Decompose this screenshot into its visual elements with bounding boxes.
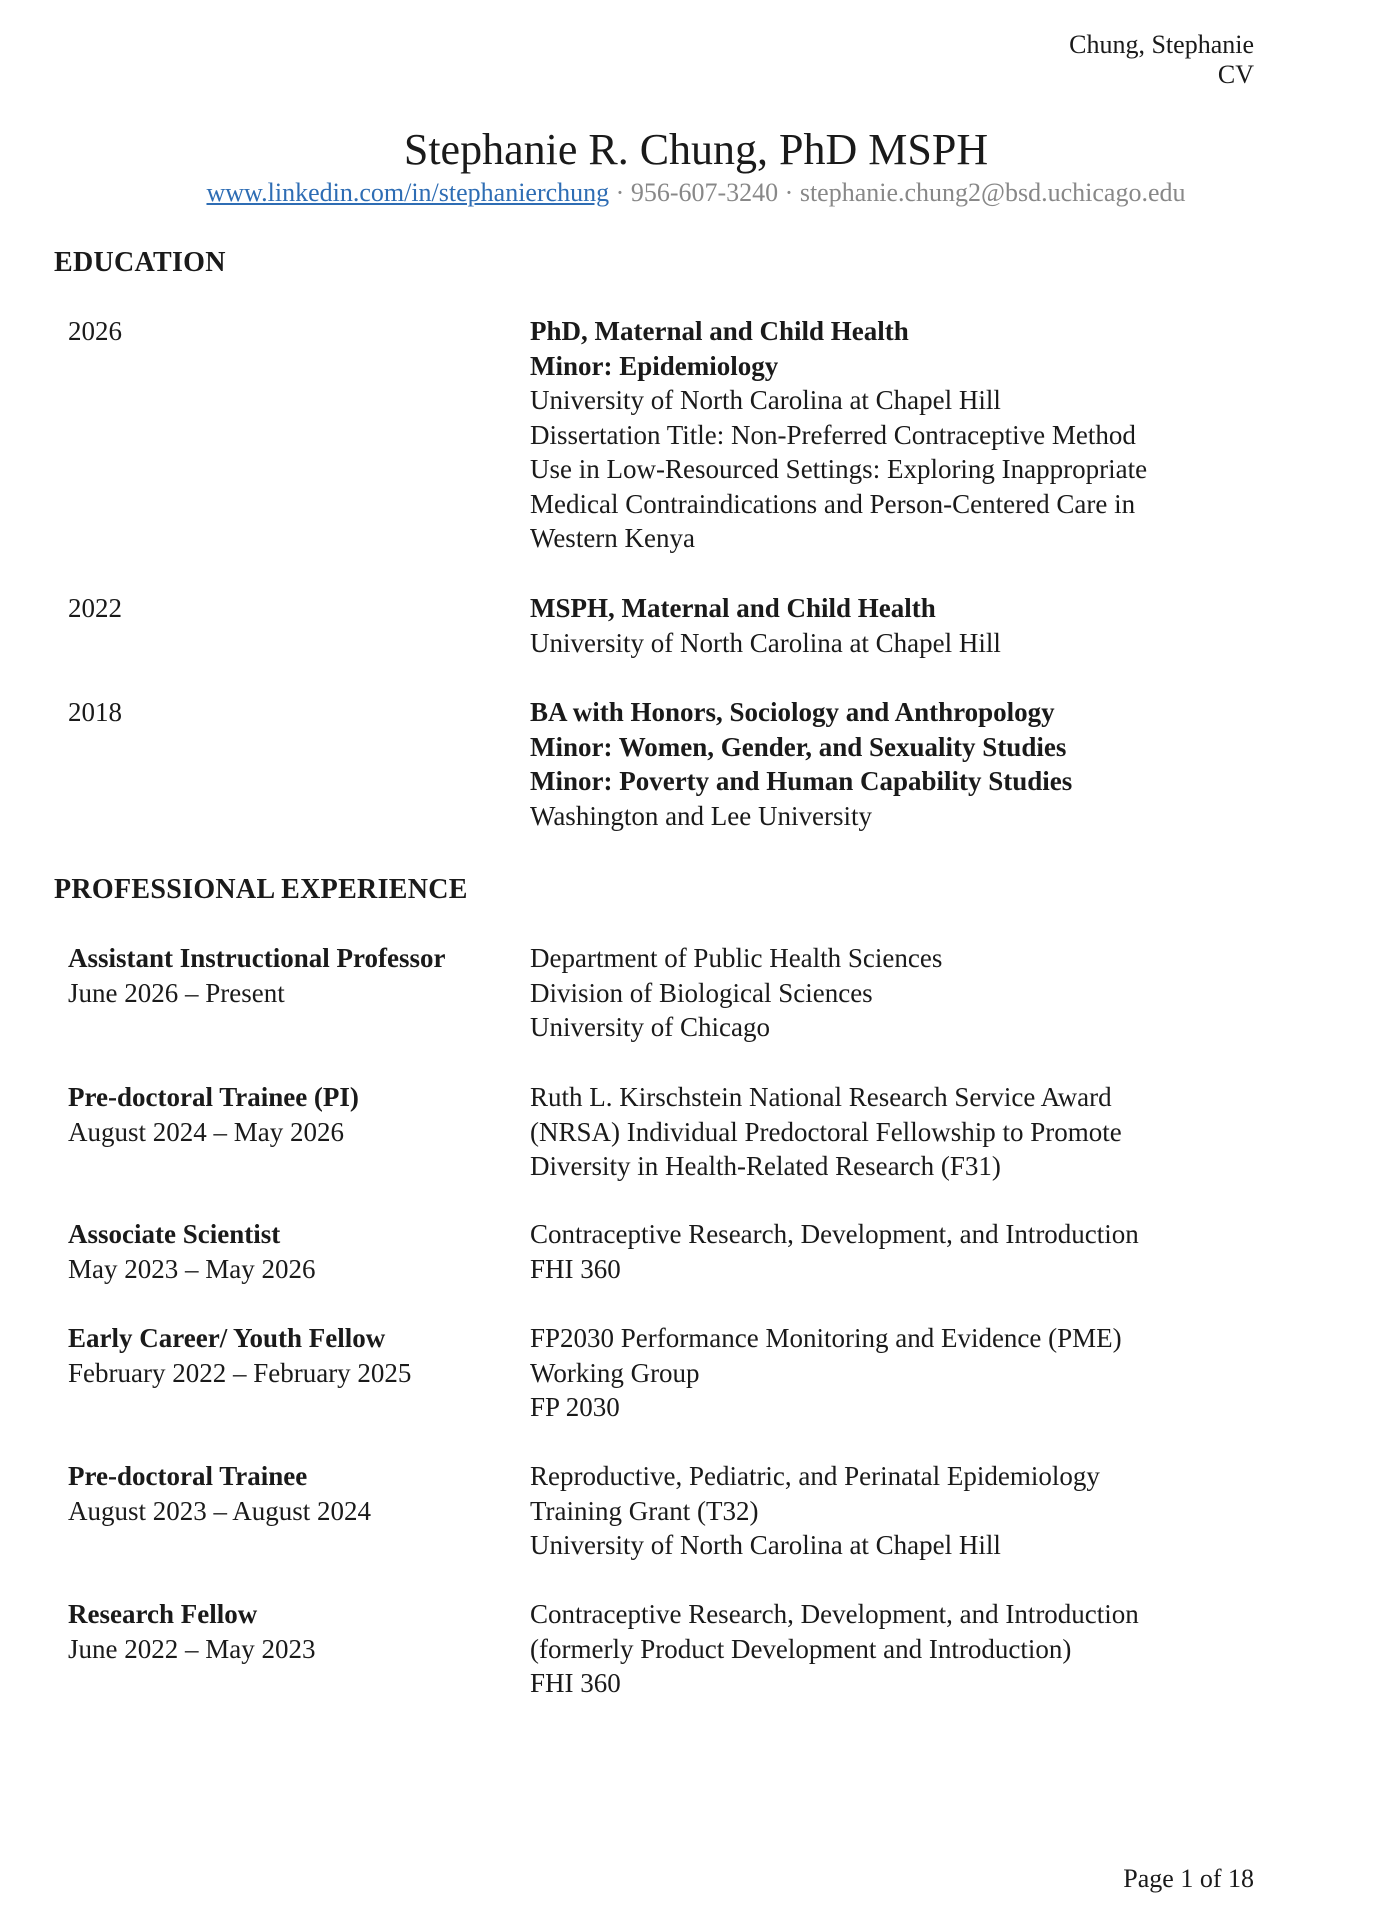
contact-line — [0, 176, 1392, 210]
education-year: 2026 — [68, 316, 122, 346]
dissertation-line: Use in Low-Resourced Settings: Exploring Inappropriate — [530, 454, 1148, 484]
role-dates: June 2026 – Present — [68, 977, 285, 1008]
role-title: Assistant Instructional Professor — [68, 943, 446, 973]
dissertation-line: Dissertation Title: Non-Preferred Contraceptive Method — [530, 419, 1136, 450]
education-year: 2018 — [68, 697, 122, 727]
email: stephanie.chung2@bsd.uchicago.edu — [799, 178, 1186, 207]
organization-line: Diversity in Health-Related Research (F31) — [530, 1151, 1001, 1181]
organization-line: FP2030 Performance Monitoring and Evidence (PME) — [530, 1323, 1122, 1353]
role-dates: August 2023 – August 2024 — [68, 1495, 372, 1526]
organization-line: Training Grant (T32) — [530, 1495, 759, 1526]
phone: 956-607-3240 — [630, 178, 779, 207]
role-title: Pre-doctoral Trainee — [68, 1461, 308, 1491]
organization-line: FHI 360 — [530, 1668, 621, 1698]
header-name: Chung, Stephanie — [1069, 30, 1254, 59]
role-dates: August 2024 – May 2026 — [68, 1116, 344, 1147]
minor: Minor: Women, Gender, and Sexuality Studies — [530, 731, 1067, 762]
header-doc-type: CV — [1217, 60, 1254, 89]
organization-line: FP 2030 — [530, 1392, 620, 1422]
role-dates: February 2022 – February 2025 — [68, 1357, 412, 1388]
running-header — [1069, 30, 1254, 90]
education-year: 2022 — [68, 593, 122, 623]
organization-line: (NRSA) Individual Predoctoral Fellowship to Promote — [530, 1116, 1122, 1147]
minor: Minor: Poverty and Human Capability Studies — [530, 766, 1073, 796]
dissertation-line: Western Kenya — [530, 523, 696, 553]
organization-line: Department of Public Health Sciences — [530, 943, 943, 973]
organization-line: Division of Biological Sciences — [530, 977, 873, 1008]
organization-line: Contraceptive Research, Development, and Introduction — [530, 1219, 1139, 1249]
separator: · — [615, 178, 625, 207]
degree: BA with Honors, Sociology and Anthropology — [530, 697, 1055, 727]
dissertation-line: Medical Contraindications and Person-Centered Care in — [530, 488, 1136, 519]
role-dates: May 2023 – May 2026 — [68, 1253, 316, 1284]
role-dates: June 2022 – May 2023 — [68, 1633, 316, 1664]
organization-line: Reproductive, Pediatric, and Perinatal Epidemiology — [530, 1461, 1100, 1491]
institution: University of North Carolina at Chapel Hill — [530, 627, 1001, 658]
role-title: Pre-doctoral Trainee (PI) — [68, 1082, 359, 1112]
separator: · — [784, 178, 794, 207]
role-title: Associate Scientist — [68, 1219, 281, 1249]
organization-line: Contraceptive Research, Development, and Introduction — [530, 1599, 1139, 1629]
education-heading: EDUCATION — [54, 247, 226, 278]
full-name: Stephanie R. Chung, PhD MSPH — [403, 125, 989, 174]
institution: Washington and Lee University — [530, 800, 872, 831]
institution: University of North Carolina at Chapel Hill — [530, 385, 1001, 415]
degree: MSPH, Maternal and Child Health — [530, 593, 936, 623]
degree: PhD, Maternal and Child Health — [530, 316, 909, 346]
organization-line: University of Chicago — [530, 1012, 770, 1042]
experience-heading: PROFESSIONAL EXPERIENCE — [54, 874, 468, 905]
organization-line: (formerly Product Development and Introduction) — [530, 1633, 1072, 1664]
organization-line: FHI 360 — [530, 1253, 621, 1284]
organization-line: Ruth L. Kirschstein National Research Service Award — [530, 1082, 1112, 1112]
role-title: Early Career/ Youth Fellow — [68, 1323, 386, 1353]
organization-line: University of North Carolina at Chapel Hill — [530, 1530, 1001, 1560]
role-title: Research Fellow — [68, 1599, 258, 1629]
minor: Minor: Epidemiology — [530, 350, 779, 381]
organization-line: Working Group — [530, 1357, 700, 1388]
linkedin-link[interactable]: www.linkedin.com/in/stephanierchung — [206, 178, 610, 207]
page-number: Page 1 of 18 — [1123, 1864, 1254, 1893]
